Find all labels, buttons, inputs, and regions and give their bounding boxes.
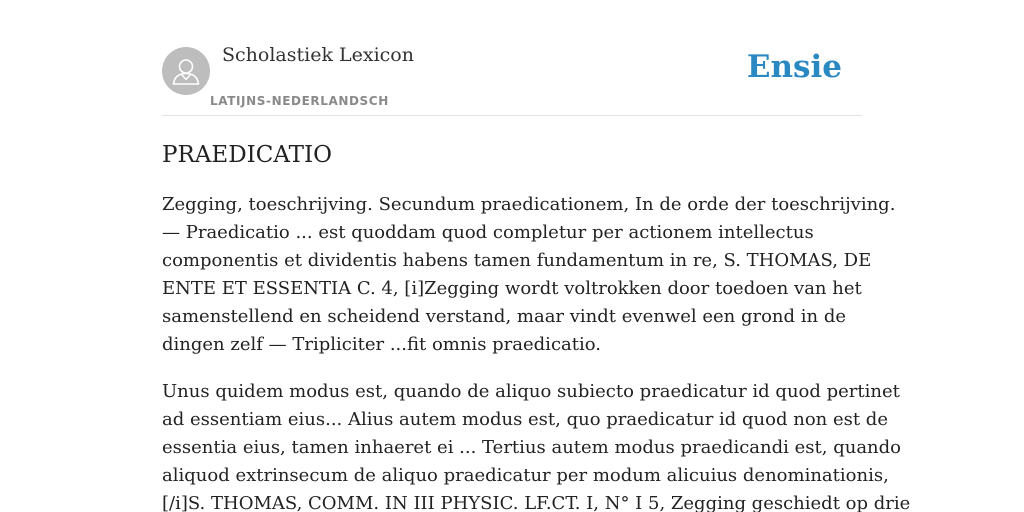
ensie-logo-link[interactable]: Ensie — [746, 49, 842, 85]
paragraph-line: Zegging, toeschrijving. Secundum praedicationem, In de orde der toeschrijving. — [162, 194, 896, 215]
paragraph-line: — Praedicatio ... est quoddam quod completur per actionem intellectus — [162, 222, 814, 243]
paragraph-line: essentia eius, tamen inhaeret ei ... Tertius autem modus praedicandi est, quando — [162, 437, 902, 458]
paragraph-line: ad essentiam eius... Alius autem modus est, quo praedicatur id quod non est de — [162, 409, 888, 430]
lexicon-title-link[interactable]: Scholastiek Lexicon — [222, 44, 414, 66]
paragraph-line: ENTE ET ESSENTIA C. 4, [i]Zegging wordt voltrokken door toedoen van het — [162, 278, 862, 299]
entry-content — [162, 139, 911, 512]
paragraph-line: [/i]S. THOMAS, COMM. IN III PHYSIC. LF.CT. I, N° I 5, Zegging geschiedt op drie — [162, 493, 911, 512]
lexicon-subtitle: LATIJNS-NEDERLANDSCH — [210, 94, 389, 108]
avatar-graphic — [162, 47, 210, 95]
entry-title: PRAEDICATIO — [162, 142, 332, 168]
definition-paragraph — [162, 378, 911, 512]
paragraph-line: componentis et dividentis habens tamen fundamentum in re, S. THOMAS, DE — [162, 250, 872, 271]
paragraph-line: samenstellend en scheidend verstand, maar vindt evenwel een grond in de — [162, 306, 847, 327]
paragraph-line: aliquod extrinsecum de aliquo praedicatur per modum alicuius denominationis, — [162, 465, 889, 486]
user-avatar-icon[interactable] — [162, 47, 210, 95]
paragraph-line: Unus quidem modus est, quando de aliquo subiecto praedicatur id quod pertinet — [162, 381, 900, 402]
header — [162, 0, 862, 116]
paragraph-line: dingen zelf — Tripliciter ...fit omnis praedicatio. — [162, 334, 601, 355]
definition-paragraph — [162, 191, 896, 359]
